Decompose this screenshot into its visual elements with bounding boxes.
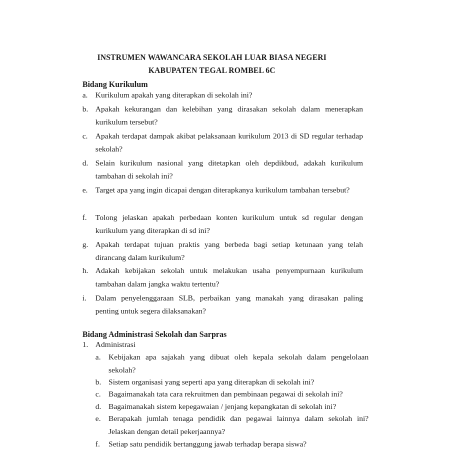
- list-item: [82, 239, 363, 266]
- list-item: [82, 130, 363, 157]
- document-title-line-1: INSTRUMEN WAWANCARA SEKOLAH LUAR BIASA NEGERI: [97, 53, 327, 62]
- list-text: Selain kurikulum nasional yang ditetapkan oleh depdikbud, adakah kurikulum tambahan di sekolah ini?: [95, 159, 363, 181]
- list-marker: c.: [82, 131, 88, 141]
- list-text: Berapakah jumlah tenaga pendidik dan pegawai lainnya dalam sekolah ini? Jelaskan dengan detail pekerjaannya?: [108, 414, 369, 437]
- list-marker: h.: [82, 266, 89, 276]
- list-text: Apakah terdapat tujuan praktis yang berbeda bagi setiap ketunaan yang telah dirancang dalam kurikulum?: [95, 240, 363, 263]
- list-marker: c.: [95, 390, 101, 399]
- list-marker: e.: [95, 414, 101, 423]
- list-text: Adakah kebijakan sekolah untuk melakukan usaha penyempurnaan kurikulum tambahan dalam jangka waktu tertentu?: [95, 266, 363, 289]
- list-item: [95, 413, 368, 440]
- list-marker: b.: [95, 377, 102, 387]
- list-item: [82, 211, 363, 238]
- list-marker: e.: [82, 186, 88, 195]
- list-text: Tolong jelaskan apakah perbedaan konten kurikulum untuk sd regular dengan kurikulum yang diterapkan di sd ini?: [95, 213, 363, 236]
- list-marker: f.: [95, 439, 100, 449]
- document-title-line-2: KABUPATEN TEGAL ROMBEL 6C: [148, 66, 276, 75]
- list-text: Apakah kekurangan dan kelebihan yang dirasakan sekolah dalam menerapkan kurikulum tersebut?: [95, 104, 363, 127]
- list-marker: b.: [82, 104, 89, 114]
- section-heading-administrasi: Bidang Administrasi Sekolah dan Sarpras: [82, 329, 227, 339]
- list-text: Apakah terdapat dampak akibat pelaksanaan kurikulum 2013 di SD regular terhadap sekolah?: [95, 131, 363, 154]
- list-text: Target apa yang ingin dicapai dengan diterapkanya kurikulum tambahan tersebut?: [95, 186, 350, 195]
- list-item: [82, 103, 363, 130]
- list-text: Setiap satu pendidik bertanggung jawab terhadap berapa siswa?: [108, 439, 307, 449]
- list-item: [95, 438, 368, 451]
- list-marker: g.: [82, 240, 89, 249]
- list-item: [82, 184, 363, 197]
- list-marker: i.: [82, 293, 87, 303]
- list-text: Kebijakan apa sajakah yang dibuat oleh kepala sekolah dalam pengelolaan sekolah?: [108, 352, 369, 375]
- list-item: [82, 157, 363, 184]
- list-text: Sistem organisasi yang seperti apa yang diterapkan di sekolah ini?: [108, 377, 315, 387]
- list-text: Bagaimanakah sistem kepegawaian / jenjang kepangkatan di sekolah ini?: [108, 402, 337, 411]
- list-marker: d.: [95, 402, 102, 411]
- section-heading-kurikulum: Bidang Kurikulum: [82, 79, 148, 89]
- list-item: [82, 292, 363, 319]
- list-marker: a.: [82, 90, 88, 100]
- subsection-label: Administrasi: [95, 340, 136, 349]
- list-marker: d.: [82, 159, 89, 168]
- list-marker: f.: [82, 213, 87, 222]
- list-item: [82, 89, 363, 102]
- list-item: [82, 265, 363, 292]
- subsection-administrasi: [82, 341, 135, 349]
- list-item: [95, 351, 368, 378]
- list-text: Bagaimanakah tata cara rekruitmen dan pembinaan pegawai di sekolah ini?: [108, 390, 343, 399]
- subsection-marker: 1.: [82, 340, 89, 349]
- list-text: Dalam penyelenggaraan SLB, perbaikan yang manakah yang dirasakan paling penting untuk segera dilaksanakan?: [95, 293, 363, 316]
- list-text: Kurikulum apakah yang diterapkan di sekolah ini?: [95, 90, 253, 100]
- list-marker: a.: [95, 352, 101, 362]
